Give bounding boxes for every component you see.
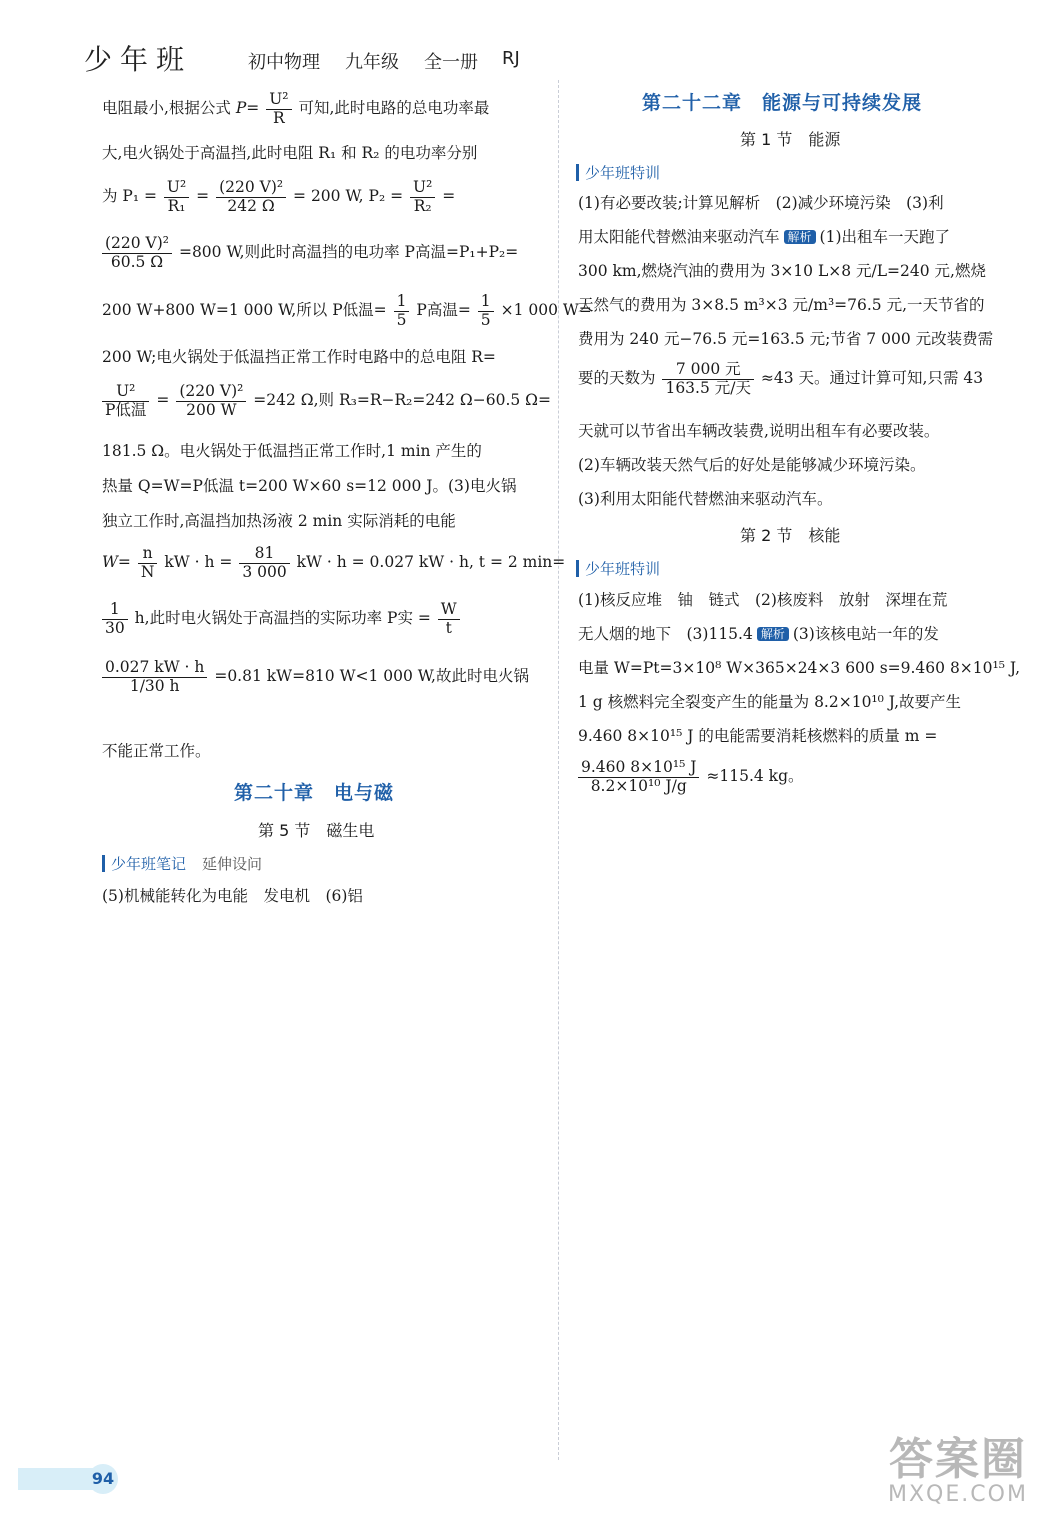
- left-line-10: 独立工作时,高温挡加热汤液 2 min 实际消耗的电能: [102, 512, 456, 530]
- chapter-22-heading: 第二十二章 能源与可持续发展: [642, 92, 923, 114]
- right-line-n3: 电量 W=Pt=3×10⁸ W×365×24×3 600 s=9.460 8×10¹⁵ J,: [578, 659, 1021, 677]
- chapter-20-heading: 第二十章 电与磁: [234, 782, 395, 804]
- left-line-4: $\frac{\text{(220 V)²}}{60.5 \Omega}$ =800 W,则此时高温挡的电功率 P高温=P₁+P₂=: [100, 236, 518, 270]
- left-line-1: 电阻最小,根据公式 P= $\frac{\text{U²}}{R}$ 可知,此时电路的总电功率最: [102, 90, 490, 127]
- left-line-6: 200 W;电火锅处于低温挡正常工作时电路中的总电阻 R=: [102, 348, 496, 366]
- right-line-3: 300 km,燃烧汽油的费用为 3×10 L×8 元/L=240 元,燃烧: [578, 262, 986, 280]
- fraction: $\frac{\text{U²}}{\text{P低温}}$: [102, 384, 149, 418]
- right-line-n4: 1 g 核燃料完全裂变产生的能量为 8.2×10¹⁰ J,故要产生: [578, 693, 962, 711]
- fraction: $\frac{n}{N}$: [138, 546, 158, 580]
- watermark-logo: 答案圈 MXQE.COM: [888, 1434, 1028, 1507]
- fraction: $\frac{1}{5}$: [394, 294, 410, 328]
- left-line-13: $\frac{0.027 kW \cdot h}{1/30 h}$ =0.81 kW=810 W<1 000 W,故此时电火锅: [100, 660, 529, 694]
- training-label-2: 少年班特训: [576, 558, 660, 579]
- header-volume: 全一册: [424, 52, 478, 73]
- page-number-band: [18, 1468, 98, 1490]
- fraction: $\frac{W}{t}$: [438, 602, 460, 636]
- fraction: $\frac{\text{(220 V)²}}{242 \Omega}$: [216, 180, 286, 214]
- header-subject: 初中物理: [248, 52, 320, 73]
- section-2-heading: 第 2 节 核能: [740, 526, 841, 545]
- fraction: $\frac{\text{7 000 元}}{\text{163.5 元/天}}$: [662, 362, 754, 396]
- left-line-12: $\frac{1}{30}$ h,此时电火锅处于高温挡的实际功率 P实 = $\frac{W}{t}$: [100, 602, 462, 636]
- header-brand: 少年班: [84, 43, 193, 76]
- accent-bar: [102, 855, 105, 872]
- left-line-7: $\frac{\text{U²}}{\text{P低温}}$ = $\frac{\text{(220 V)²}}{200 W}$ =242 Ω,则 R₃=R−R₂=242 Ω−60.5 Ω=: [100, 384, 551, 418]
- right-line-5: 费用为 240 元−76.5 元=163.5 元;节省 7 000 元改装费需: [578, 330, 994, 348]
- section-5-heading: 第 5 节 磁生电: [258, 821, 375, 840]
- analysis-badge: 解析: [784, 230, 816, 244]
- training-label-1: 少年班特训: [576, 162, 660, 183]
- fraction: $\frac{\text{(220 V)²}}{200 W}$: [176, 384, 246, 418]
- analysis-badge: 解析: [757, 627, 789, 641]
- right-line-9: (3)利用太阳能代替燃油来驱动汽车。: [578, 490, 833, 508]
- fraction: $\frac{\text{U²}}{\text{R₁}}$: [164, 180, 189, 214]
- accent-bar: [576, 164, 579, 181]
- header-grade: 九年级: [345, 52, 399, 73]
- left-line-3: 为 P₁ = $\frac{\text{U²}}{\text{R₁}}$ = $\frac{\text{(220 V)²}}{242 \Omega}$ = 200 W, P₂ = $\frac{\text{U²}}{\text{R₂}}$ =: [102, 178, 456, 215]
- right-line-n2: 无人烟的地下 (3)115.4 解析 (3)该核电站一年的发: [578, 625, 939, 643]
- right-line-4: 天然气的费用为 3×8.5 m³×3 元/m³=76.5 元,一天节省的: [578, 296, 985, 314]
- left-line-9: 热量 Q=W=P低温 t=200 W×60 s=12 000 J。(3)电火锅: [102, 477, 517, 495]
- fraction: $\frac{1}{30}$: [102, 602, 128, 636]
- fraction: $\frac{\text{(220 V)²}}{60.5 \Omega}$: [102, 236, 172, 270]
- right-line-1: (1)有必要改装;计算见解析 (2)减少环境污染 (3)利: [578, 194, 944, 212]
- right-line-n5: 9.460 8×10¹⁵ J 的电能需要消耗核燃料的质量 m =: [578, 727, 938, 745]
- right-line-8: (2)车辆改装天然气后的好处是能够减少环境污染。: [578, 456, 926, 474]
- right-line-n1: (1)核反应堆 铀 链式 (2)核废料 放射 深埋在荒: [578, 591, 948, 609]
- right-line-6: 要的天数为 $\frac{\text{7 000 元}}{\text{163.5 元/天}}$ ≈43 天。通过计算可知,只需 43: [578, 360, 984, 397]
- right-line-7: 天就可以节省出车辆改装费,说明出租车有必要改装。: [578, 422, 940, 440]
- notes-answer: (5)机械能转化为电能 发电机 (6)铝: [102, 887, 363, 905]
- notes-label: 少年班笔记 延伸设问: [102, 853, 262, 874]
- left-line-8: 181.5 Ω。电火锅处于低温挡正常工作时,1 min 产生的: [102, 442, 482, 460]
- fraction: $\frac{1}{5}$: [478, 294, 494, 328]
- left-line-11: W= $\frac{n}{N}$ kW · h = $\frac{81}{3 000}$ kW · h = 0.027 kW · h, t = 2 min=: [102, 544, 566, 581]
- fraction: $\frac{\text{9.460 8×10¹⁵ J}}{\text{8.2×10¹⁰ J/g}}$: [578, 760, 699, 794]
- accent-bar: [576, 560, 579, 577]
- column-divider: [558, 80, 559, 1460]
- fraction: $\frac{0.027 kW \cdot h}{1/30 h}$: [102, 660, 207, 694]
- page-number: 94: [88, 1464, 118, 1494]
- fraction: $\frac{\text{U²}}{\text{R₂}}$: [410, 180, 435, 214]
- right-line-2: 用太阳能代替燃油来驱动汽车 解析 (1)出租车一天跑了: [578, 228, 950, 246]
- header-edition: RJ: [502, 48, 520, 69]
- right-line-n6: $\frac{\text{9.460 8×10¹⁵ J}}{\text{8.2×10¹⁰ J/g}}$ ≈115.4 kg。: [576, 760, 804, 794]
- section-1-heading: 第 1 节 能源: [740, 130, 841, 149]
- left-line-14: 不能正常工作。: [102, 742, 211, 760]
- left-line-5: 200 W+800 W=1 000 W,所以 P低温= $\frac{1}{5}$ P高温= $\frac{1}{5}$ ×1 000 W=: [102, 292, 592, 329]
- left-line-2: 大,电火锅处于高温挡,此时电阻 R₁ 和 R₂ 的电功率分别: [102, 144, 478, 162]
- fraction: $\frac{81}{3 000}$: [239, 546, 289, 580]
- fraction: $\frac{\text{U²}}{R}$: [266, 92, 291, 126]
